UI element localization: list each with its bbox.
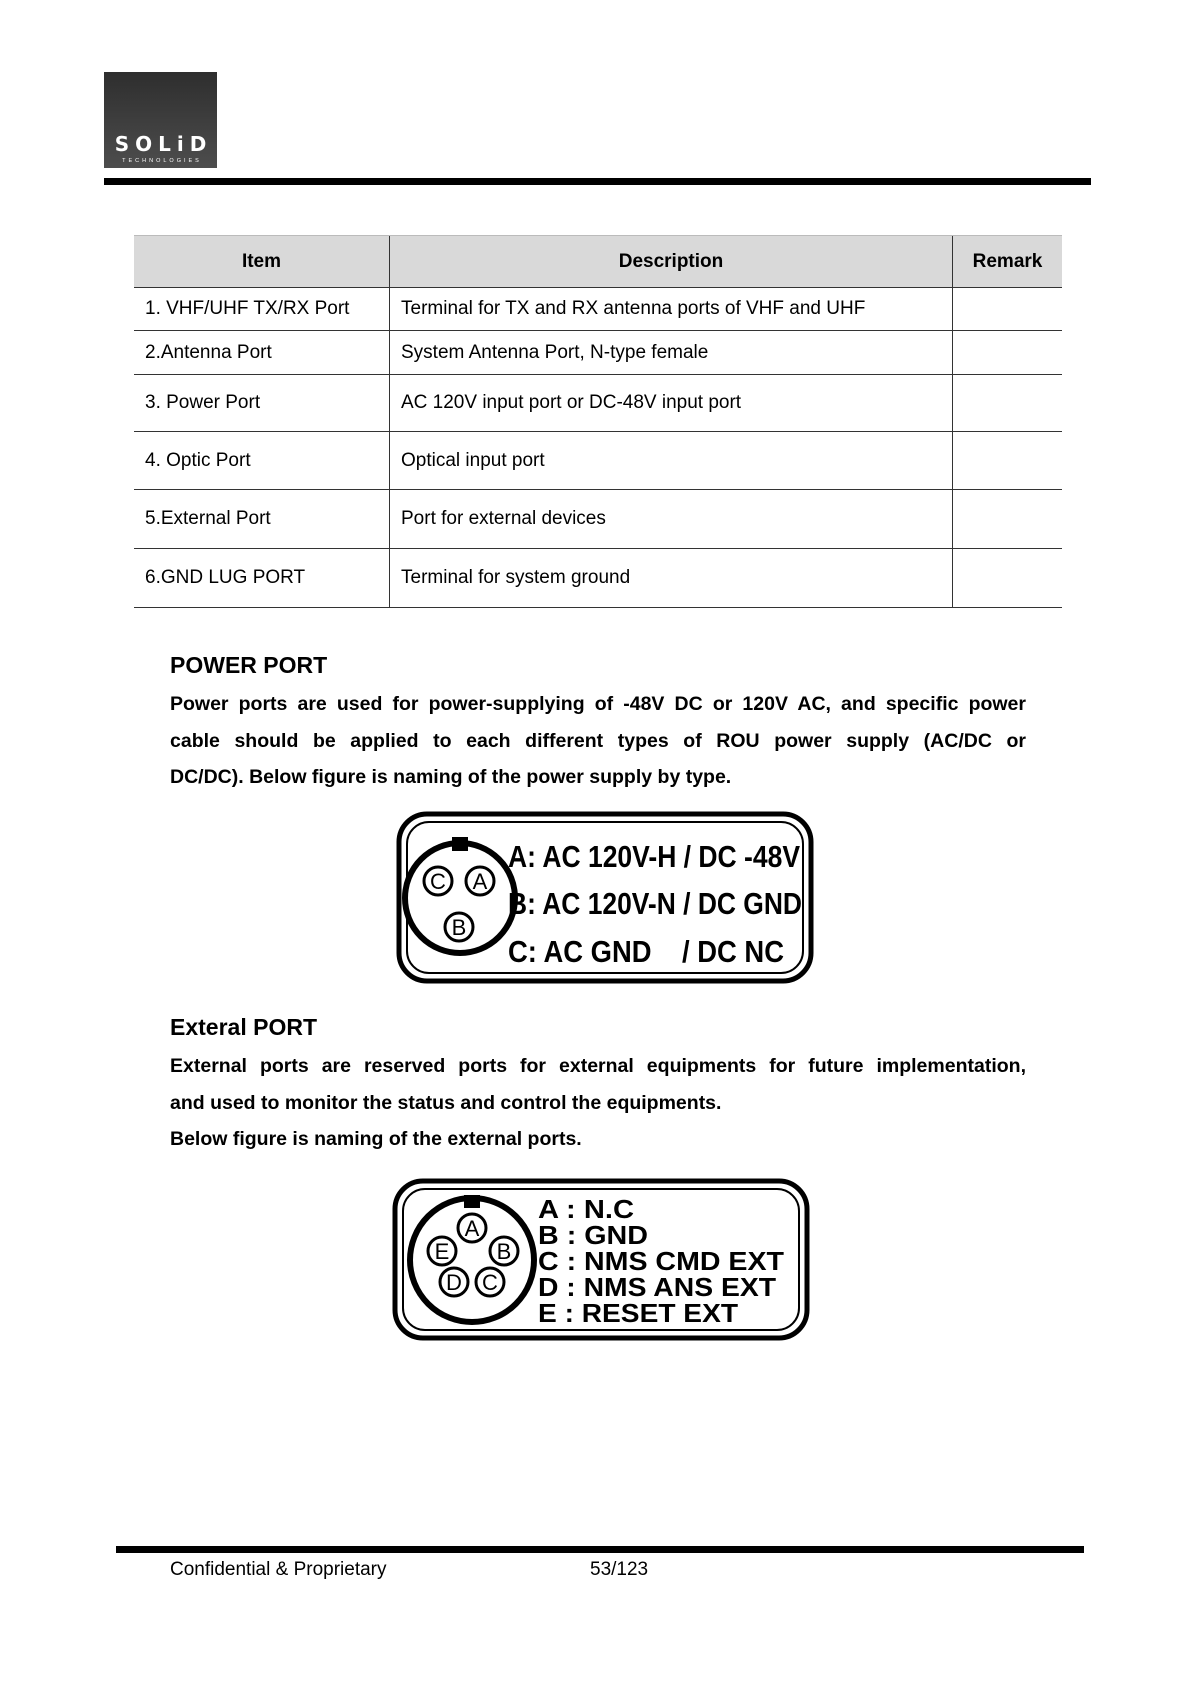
external-connector-icon bbox=[410, 1195, 534, 1322]
external-connector-figure bbox=[392, 1178, 810, 1341]
pin-label: A bbox=[464, 1216, 480, 1241]
paragraph-line: and used to monitor the status and control the equipments. bbox=[170, 1091, 722, 1114]
cell-description: Terminal for system ground bbox=[390, 549, 953, 608]
table-row bbox=[134, 331, 1062, 375]
power-port-paragraph bbox=[170, 686, 1026, 796]
external-pin-label: C : NMS CMD EXT bbox=[538, 1246, 785, 1276]
table-row bbox=[134, 432, 1062, 490]
paragraph-line: DC/DC). Below figure is naming of the power supply by type. bbox=[170, 766, 732, 788]
table-header-row bbox=[134, 236, 1062, 288]
cell-item: 6.GND LUG PORT bbox=[134, 549, 390, 608]
table-row bbox=[134, 375, 1062, 432]
cell-description: AC 120V input port or DC-48V input port bbox=[390, 375, 953, 432]
paragraph-line: Below figure is naming of the external ports. bbox=[170, 1128, 582, 1150]
pin-label: A bbox=[472, 869, 488, 894]
cell-item: 1. VHF/UHF TX/RX Port bbox=[134, 288, 390, 331]
cell-item: 5.External Port bbox=[134, 490, 390, 549]
table-row bbox=[134, 549, 1062, 608]
paragraph-line: cable should be applied to each different types of ROU power supply (AC/DC or bbox=[170, 729, 1026, 752]
external-pin-label: D : NMS ANS EXT bbox=[538, 1272, 777, 1302]
footer-rule bbox=[116, 1546, 1084, 1553]
power-connector-figure bbox=[396, 811, 814, 984]
pin-label: C bbox=[430, 869, 446, 894]
company-logo bbox=[104, 72, 217, 168]
cell-remark bbox=[953, 490, 1063, 549]
page-number: 53/123 bbox=[590, 1559, 649, 1580]
header-rule bbox=[104, 178, 1091, 185]
cell-item: 4. Optic Port bbox=[134, 432, 390, 490]
cell-remark bbox=[953, 331, 1063, 375]
column-header-remark: Remark bbox=[953, 236, 1063, 288]
power-port-heading: POWER PORT bbox=[170, 652, 328, 678]
cell-description: Port for external devices bbox=[390, 490, 953, 549]
pin-label: D bbox=[446, 1270, 462, 1295]
external-port-paragraph bbox=[170, 1048, 1026, 1158]
cell-description: Terminal for TX and RX antenna ports of VHF and UHF bbox=[390, 288, 953, 331]
power-pin-label: B: AC 120V-N / DC GND bbox=[508, 886, 802, 921]
external-pin-label: E : RESET EXT bbox=[538, 1298, 739, 1328]
table-row bbox=[134, 490, 1062, 549]
cell-item: 2.Antenna Port bbox=[134, 331, 390, 375]
cell-item: 3. Power Port bbox=[134, 375, 390, 432]
cell-remark bbox=[953, 375, 1063, 432]
column-header-description: Description bbox=[390, 236, 953, 288]
column-header-item: Item bbox=[134, 236, 390, 288]
footer-confidential: Confidential & Proprietary bbox=[170, 1559, 387, 1580]
port-table bbox=[134, 235, 1062, 608]
cell-remark bbox=[953, 549, 1063, 608]
pin-label: C bbox=[482, 1270, 498, 1295]
pin-label: E bbox=[434, 1239, 450, 1264]
paragraph-line: External ports are reserved ports for external equipments for future implementation, bbox=[170, 1055, 1026, 1077]
external-pin-label: A : N.C bbox=[538, 1194, 635, 1224]
pin-label: B bbox=[451, 915, 467, 940]
external-pin-label: B : GND bbox=[538, 1220, 648, 1250]
cell-description: Optical input port bbox=[390, 432, 953, 490]
logo-tagline: TECHNOLOGIES bbox=[122, 158, 202, 164]
power-pin-label: A: AC 120V-H / DC -48V bbox=[508, 839, 801, 874]
external-port-heading: Exteral PORT bbox=[170, 1014, 317, 1040]
logo-wordmark: SOLiD bbox=[114, 132, 213, 156]
cell-remark bbox=[953, 432, 1063, 490]
paragraph-line: Power ports are used for power-supplying of -48V DC or 120V AC, and specific power bbox=[170, 693, 1026, 715]
power-pin-label: C: AC GND / DC NC bbox=[508, 934, 784, 969]
table-row bbox=[134, 288, 1062, 331]
pin-label: B bbox=[496, 1239, 512, 1264]
cell-remark bbox=[953, 288, 1063, 331]
cell-description: System Antenna Port, N-type female bbox=[390, 331, 953, 375]
